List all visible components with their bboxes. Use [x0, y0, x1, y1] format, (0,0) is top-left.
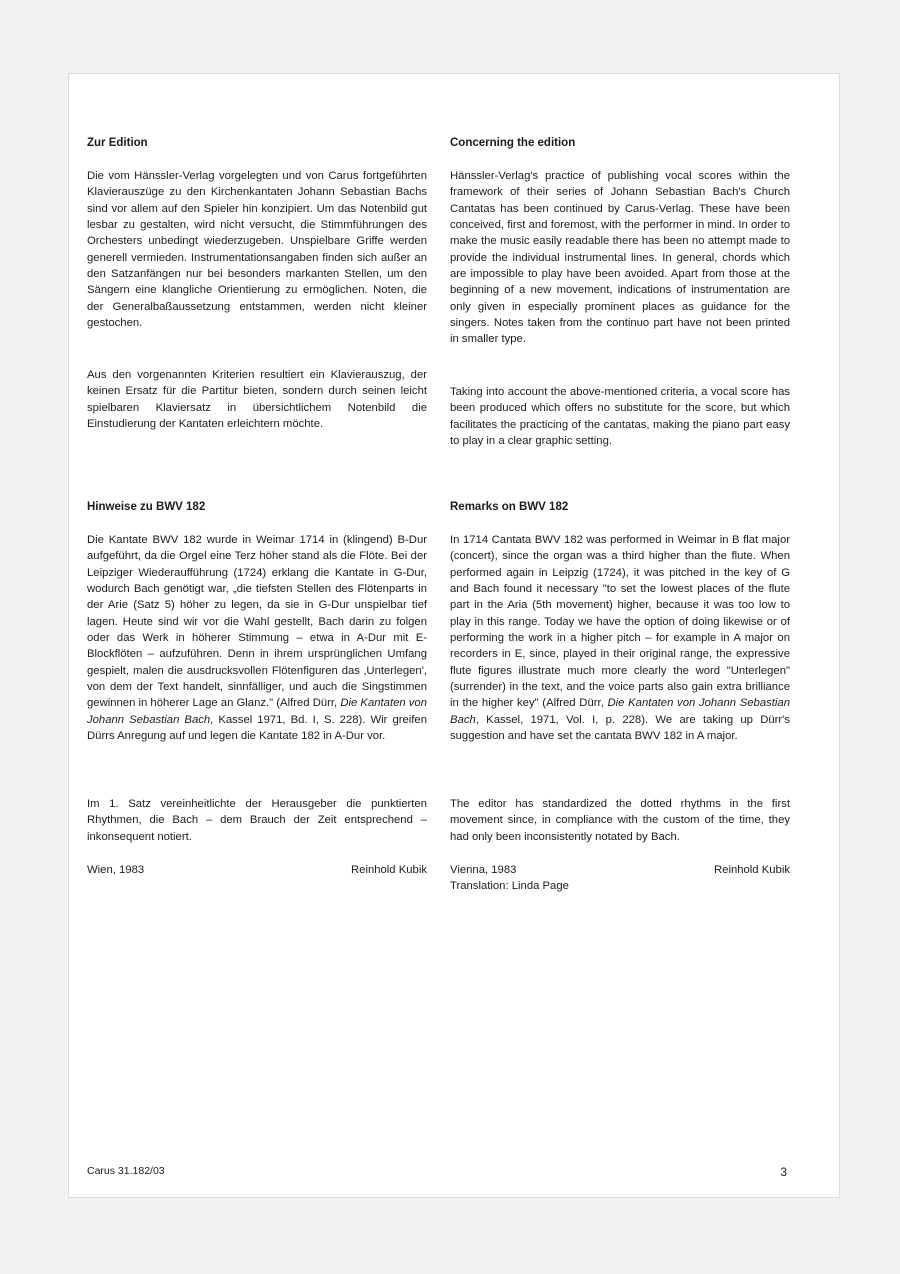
german-edition-paragraph-1: Die vom Hänssler-Verlag vorgelegten und von Carus fortgeführten Klavierauszüge zu den Kirchenkantaten Johann Sebastian Bachs sind vor allem auf den Spieler hin konzipiert. Um das Notenbild gut lesbar zu gestalten, wird nicht versucht, die Stimmführungen des Orchesters unbedingt wiederzugeben. Unspielbare Griffe werden generell vermieden. Instrumentationsangaben finden sich außer an den Satzanfängen nur bei besonders markanten Stellen, um den Sängern eine klangliche Orientierung zu ermöglichen. Noten, die der Generalbaßaussetzung entstammen, werden nicht kleiner gestochen. [87, 170, 427, 330]
german-remarks-section [87, 499, 427, 515]
german-remarks-paragraph-1 [87, 532, 427, 744]
english-author: Reinhold Kubik [714, 864, 790, 876]
german-remarks-text-b: , Kassel 1971, Bd. I, S. 228). Wir greifen Dürrs Anregung auf und legen die Kantate 182 in A-Dur vor. [87, 713, 427, 743]
document-page [68, 73, 840, 1198]
english-edition-paragraph-1: Hänssler-Verlag's practice of publishing vocal scores within the framework of their series of Johann Sebastian Bach's Church Cantatas has been continued by Carus-Verlag. These have been conceived, first and foremost, with the performer in mind. In order to make the music easily readable there has been no attempt made to provide the individual instrumental lines. In general, chords which are impossible to play have been avoided. Apart from those at the beginning of a new movement, indications of instrumentation are only given in especially prominent places as guidance for the singers. Notes taken from the continuo part have not been printed in smaller type. [450, 170, 790, 346]
german-remarks-heading: Hinweise zu BWV 182 [87, 501, 206, 513]
german-remarks-paragraph-1-block [87, 532, 427, 744]
english-edition-paragraph-2-block [450, 384, 790, 449]
english-edition-paragraph-1-block [450, 168, 790, 348]
german-author: Reinhold Kubik [351, 864, 427, 876]
english-remarks-paragraph-2: The editor has standardized the dotted rhythms in the first movement since, in compliance with the custom of the time, they had only been inconsistently notated by Bach. [450, 798, 790, 843]
catalog-number: Carus 31.182/03 [87, 1165, 165, 1177]
german-edition-heading: Zur Edition [87, 137, 148, 149]
german-remarks-paragraph-2: Im 1. Satz vereinheitlichte der Herausgeber die punktierten Rhythmen, die Bach – dem Brauch der Zeit entsprechend – inkonsequent notiert. [87, 798, 427, 843]
english-remarks-text-b: , Kassel, 1971, Vol. I, p. 228). We are taking up Dürr's suggestion and have set the cantata BWV 182 in A major. [450, 713, 790, 743]
page-number: 3 [780, 1165, 787, 1179]
english-edition-heading: Concerning the edition [450, 137, 576, 149]
english-signature [450, 862, 790, 895]
german-edition-paragraph-1-block [87, 168, 427, 331]
english-remarks-heading: Remarks on BWV 182 [450, 501, 569, 513]
german-remarks-book-title: Die Kantaten von Johann Sebastian Bach [87, 697, 427, 726]
english-edition-paragraph-2: Taking into account the above-mentioned criteria, a vocal score has been produced which offers no substitute for the score, but which facilitates the practicing of the cantatas, making the piano part easy to play in a clear graphic setting. [450, 386, 790, 448]
german-remarks-text-a: Die Kantate BWV 182 wurde in Weimar 1714 in (klingend) B-Dur aufgeführt, da die Orgel eine Terz höher stand als die Flöte. Bei der Leipziger Wiederaufführung (1724) erklang die Kantate in G-Dur, wodurch Bach genötigt war, „die tiefsten Stellen des Flötenparts in der Arie (Satz 5) höher zu legen, da sie in G-Dur unspielbar tief lagen. Heute sind wir vor die Wahl gestellt, Bach darin zu folgen oder das Werk in höherer Stimmung – etwa in A-Dur mit E-Blockflöten – aufzuführen. Denn in ihrem ursprünglichen Umfang gespielt, malen die ausdrucksvollen Flötenfiguren das ‚Unterlegen', von dem der Text handelt, sinnfälliger, und auch die Singstimmen gewinnen in höherer Lage an Glanz." (Alfred Dürr, [87, 534, 427, 710]
english-edition-section [450, 135, 790, 151]
english-translation-credit: Translation: Linda Page [450, 880, 569, 893]
english-remarks-text-a: In 1714 Cantata BWV 182 was performed in Weimar in B flat major (concert), since the organ was a third higher than the flute. When performed again in Leipzig (1724), it was pitched in the key of G and Bach found it necessary "to set the lowest places of the flute part in the Aria (5th movement) higher, because it was too low to play in this range. Today we have the option of doing likewise or of performing the work in a higher pitch – for example in A major on recorders in E, since, played in their original range, the expressive flute figures illustrate much more clearly the word "Unterlegen" (surrender) in the text, and the voice parts also gain extra brilliance in the higher key" (Alfred Dürr, [450, 534, 790, 710]
german-edition-section [87, 135, 427, 151]
english-remarks-book-title: Die Kantaten von Johann Sebastian Bach [450, 697, 790, 726]
german-remarks-paragraph-2-block [87, 796, 427, 845]
german-edition-paragraph-2: Aus den vorgenannten Kriterien resultiert ein Klavierauszug, der keinen Ersatz für die Partitur bieten, sondern durch seinen leicht spielbaren Klaviersatz in übersichtlichem Notenbild die Einstudierung der Kantaten erleichtern möchte. [87, 369, 427, 431]
english-signature-row [450, 862, 790, 878]
english-remarks-paragraph-1-block [450, 532, 790, 744]
english-remarks-paragraph-1 [450, 532, 790, 744]
english-remarks-section [450, 499, 790, 515]
german-edition-paragraph-2-block [87, 367, 427, 432]
english-remarks-paragraph-2-block [450, 796, 790, 845]
english-place-date: Vienna, 1983 [450, 864, 517, 876]
german-signature [87, 862, 427, 878]
german-place-date: Wien, 1983 [87, 864, 145, 876]
